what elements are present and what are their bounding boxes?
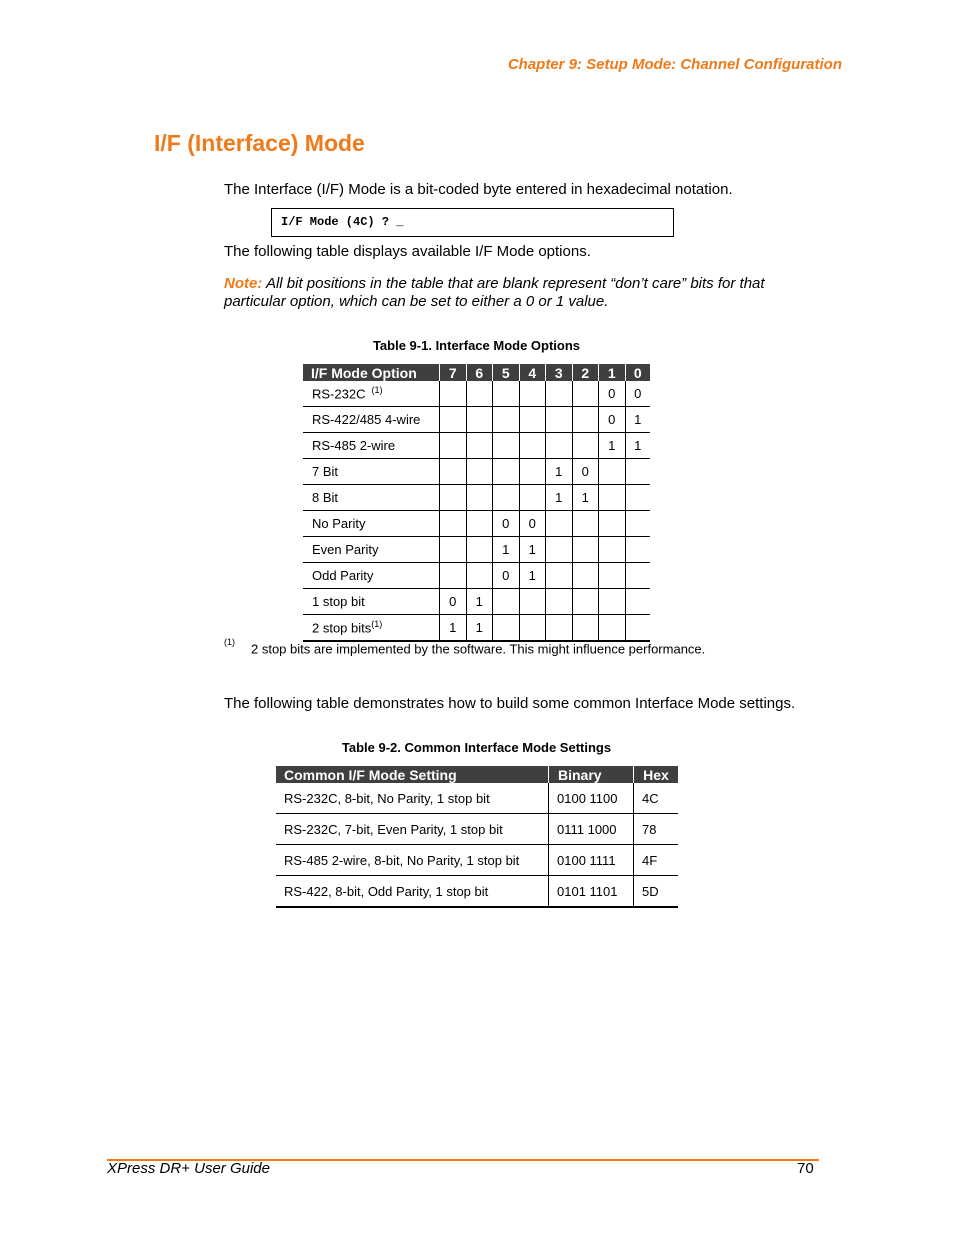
bit-cell [493, 407, 520, 433]
bit-cell [572, 537, 599, 563]
bit-cell: 1 [466, 589, 493, 615]
table-row [303, 563, 650, 589]
footnote-marker: (1) [224, 637, 235, 647]
option-label: 2 stop bits [312, 620, 372, 636]
bit-cell [599, 615, 626, 642]
option-label: Even Parity [312, 542, 379, 557]
option-label: 1 stop bit [312, 594, 365, 609]
bit-cell [599, 537, 626, 563]
bit-cell [440, 485, 467, 511]
bit-cell: 1 [546, 459, 573, 485]
option-label: No Parity [312, 516, 366, 531]
column-header: Hex [634, 766, 679, 783]
bit-cell [546, 563, 573, 589]
footnote-reference: (1) [371, 385, 383, 396]
bit-cell: 0 [599, 407, 626, 433]
bit-cell [466, 433, 493, 459]
column-header: Common I/F Mode Setting [276, 766, 549, 783]
bit-cell: 1 [572, 485, 599, 511]
column-header: 3 [546, 364, 573, 381]
command-prompt-box [271, 208, 674, 237]
bit-cell [440, 433, 467, 459]
bit-cell [546, 433, 573, 459]
footnote-reference: (1) [371, 619, 383, 630]
bit-cell [572, 381, 599, 407]
column-header: 5 [493, 364, 520, 381]
option-label-cell [303, 459, 440, 485]
bit-cell [440, 381, 467, 407]
table1-caption: Table 9-1. Interface Mode Options [372, 338, 581, 353]
page-title: I/F (Interface) Mode [154, 130, 365, 156]
table-header-row [276, 766, 678, 783]
bit-cell [493, 589, 520, 615]
bit-cell [572, 563, 599, 589]
option-label: RS-422/485 4-wire [312, 412, 421, 427]
bit-cell [493, 459, 520, 485]
setting-cell: RS-422, 8-bit, Odd Parity, 1 stop bit [276, 876, 549, 908]
bit-cell [625, 563, 650, 589]
option-label-cell [303, 563, 440, 589]
bit-cell [625, 459, 650, 485]
bit-cell [466, 485, 493, 511]
table1-footnote [224, 637, 706, 657]
bit-cell: 0 [625, 381, 650, 407]
bit-cell [493, 485, 520, 511]
bit-cell [440, 511, 467, 537]
bit-cell [599, 511, 626, 537]
table-row [303, 537, 650, 563]
table-row [303, 511, 650, 537]
table-row [303, 407, 650, 433]
option-label: Odd Parity [312, 568, 374, 583]
bit-cell [493, 433, 520, 459]
bit-cell [546, 381, 573, 407]
bit-cell [546, 407, 573, 433]
bit-cell: 1 [599, 433, 626, 459]
hex-cell: 5D [634, 876, 679, 908]
bit-cell [599, 485, 626, 511]
binary-cell: 0100 1111 [549, 845, 634, 876]
bit-cell [625, 589, 650, 615]
bit-cell [440, 563, 467, 589]
footnote-text: 2 stop bits are implemented by the software. This might influence performance. [251, 641, 706, 657]
chapter-header: Chapter 9: Setup Mode: Channel Configuration [507, 56, 842, 73]
bit-cell [519, 615, 546, 642]
bit-cell [466, 459, 493, 485]
bit-cell [466, 563, 493, 589]
bit-cell [599, 589, 626, 615]
bit-cell [519, 459, 546, 485]
bit-cell [625, 485, 650, 511]
bit-cell [625, 615, 650, 642]
bit-cell [519, 433, 546, 459]
bit-cell: 0 [493, 511, 520, 537]
command-prompt-text: I/F Mode (4C) ? _ [281, 215, 404, 229]
table2-intro: The following table demonstrates how to build some common Interface Mode settings. [224, 695, 796, 712]
bit-cell [466, 381, 493, 407]
bit-cell [519, 589, 546, 615]
option-label-cell [303, 589, 440, 615]
bit-cell [466, 407, 493, 433]
bit-cell [493, 381, 520, 407]
column-header: 7 [440, 364, 467, 381]
table-row [276, 876, 678, 908]
setting-cell: RS-485 2-wire, 8-bit, No Parity, 1 stop bit [276, 845, 549, 876]
bit-cell [572, 615, 599, 642]
option-label-cell [303, 485, 440, 511]
footer-title: XPress DR+ User Guide [107, 1160, 270, 1177]
bit-cell [493, 615, 520, 642]
table-row [276, 783, 678, 814]
table2-caption: Table 9-2. Common Interface Mode Settings [341, 740, 612, 755]
bit-cell [599, 563, 626, 589]
bit-cell: 1 [625, 433, 650, 459]
bit-cell: 1 [519, 563, 546, 589]
bit-cell: 1 [519, 537, 546, 563]
bit-cell [572, 511, 599, 537]
table-row [303, 459, 650, 485]
intro-paragraph: The Interface (I/F) Mode is a bit-coded byte entered in hexadecimal notation. [224, 181, 733, 198]
common-interface-mode-settings-table [276, 766, 678, 908]
option-label: 7 Bit [312, 464, 339, 479]
hex-cell: 78 [634, 814, 679, 845]
bit-cell: 0 [519, 511, 546, 537]
binary-cell: 0101 1101 [549, 876, 634, 908]
bit-cell: 0 [440, 589, 467, 615]
hex-cell: 4F [634, 845, 679, 876]
bit-cell: 0 [572, 459, 599, 485]
bit-cell [546, 589, 573, 615]
bit-cell [599, 459, 626, 485]
setting-cell: RS-232C, 7-bit, Even Parity, 1 stop bit [276, 814, 549, 845]
option-label-cell [303, 381, 440, 407]
hex-cell: 4C [634, 783, 679, 814]
option-label: RS-232C [312, 386, 366, 402]
option-label: 8 Bit [312, 490, 339, 505]
option-label-cell [303, 511, 440, 537]
column-header: 2 [572, 364, 599, 381]
option-label-cell [303, 407, 440, 433]
option-label: RS-485 2-wire [312, 438, 396, 453]
table-row [303, 589, 650, 615]
bit-cell: 1 [440, 615, 467, 642]
note-block [224, 275, 784, 311]
column-header: Binary [549, 766, 634, 783]
column-header: 6 [466, 364, 493, 381]
bit-cell [625, 511, 650, 537]
bit-cell: 0 [599, 381, 626, 407]
bit-cell [466, 511, 493, 537]
table-row [303, 615, 650, 642]
option-label-cell [303, 615, 440, 642]
table-row [276, 814, 678, 845]
bit-cell: 0 [493, 563, 520, 589]
table-row [276, 845, 678, 876]
note-text: All bit positions in the table that are blank represent “don’t care” bits for that particular option, which can be set to either a 0 or 1 value. [224, 275, 765, 310]
bit-cell [466, 537, 493, 563]
table-row [303, 433, 650, 459]
bit-cell [572, 589, 599, 615]
bit-cell [519, 381, 546, 407]
bit-cell: 1 [546, 485, 573, 511]
binary-cell: 0100 1100 [549, 783, 634, 814]
bit-cell [440, 537, 467, 563]
bit-cell [440, 407, 467, 433]
bit-cell [572, 433, 599, 459]
bit-cell [546, 511, 573, 537]
setting-cell: RS-232C, 8-bit, No Parity, 1 stop bit [276, 783, 549, 814]
table1-intro: The following table displays available I/F Mode options. [224, 243, 591, 260]
bit-cell: 1 [493, 537, 520, 563]
bit-cell: 1 [466, 615, 493, 642]
table-row [303, 381, 650, 407]
option-label-cell [303, 433, 440, 459]
column-header: 1 [599, 364, 626, 381]
column-header: I/F Mode Option [303, 364, 440, 381]
bit-cell [519, 407, 546, 433]
bit-cell [440, 459, 467, 485]
column-header: 4 [519, 364, 546, 381]
bit-cell [625, 537, 650, 563]
table-row [303, 485, 650, 511]
column-header: 0 [625, 364, 650, 381]
bit-cell [572, 407, 599, 433]
bit-cell: 1 [625, 407, 650, 433]
bit-cell [546, 615, 573, 642]
binary-cell: 0111 1000 [549, 814, 634, 845]
interface-mode-options-table [303, 364, 650, 642]
bit-cell [519, 485, 546, 511]
page-number: 70 [797, 1160, 814, 1177]
option-label-cell [303, 537, 440, 563]
table-header-row [303, 364, 650, 381]
bit-cell [546, 537, 573, 563]
note-label: Note: [224, 275, 263, 292]
